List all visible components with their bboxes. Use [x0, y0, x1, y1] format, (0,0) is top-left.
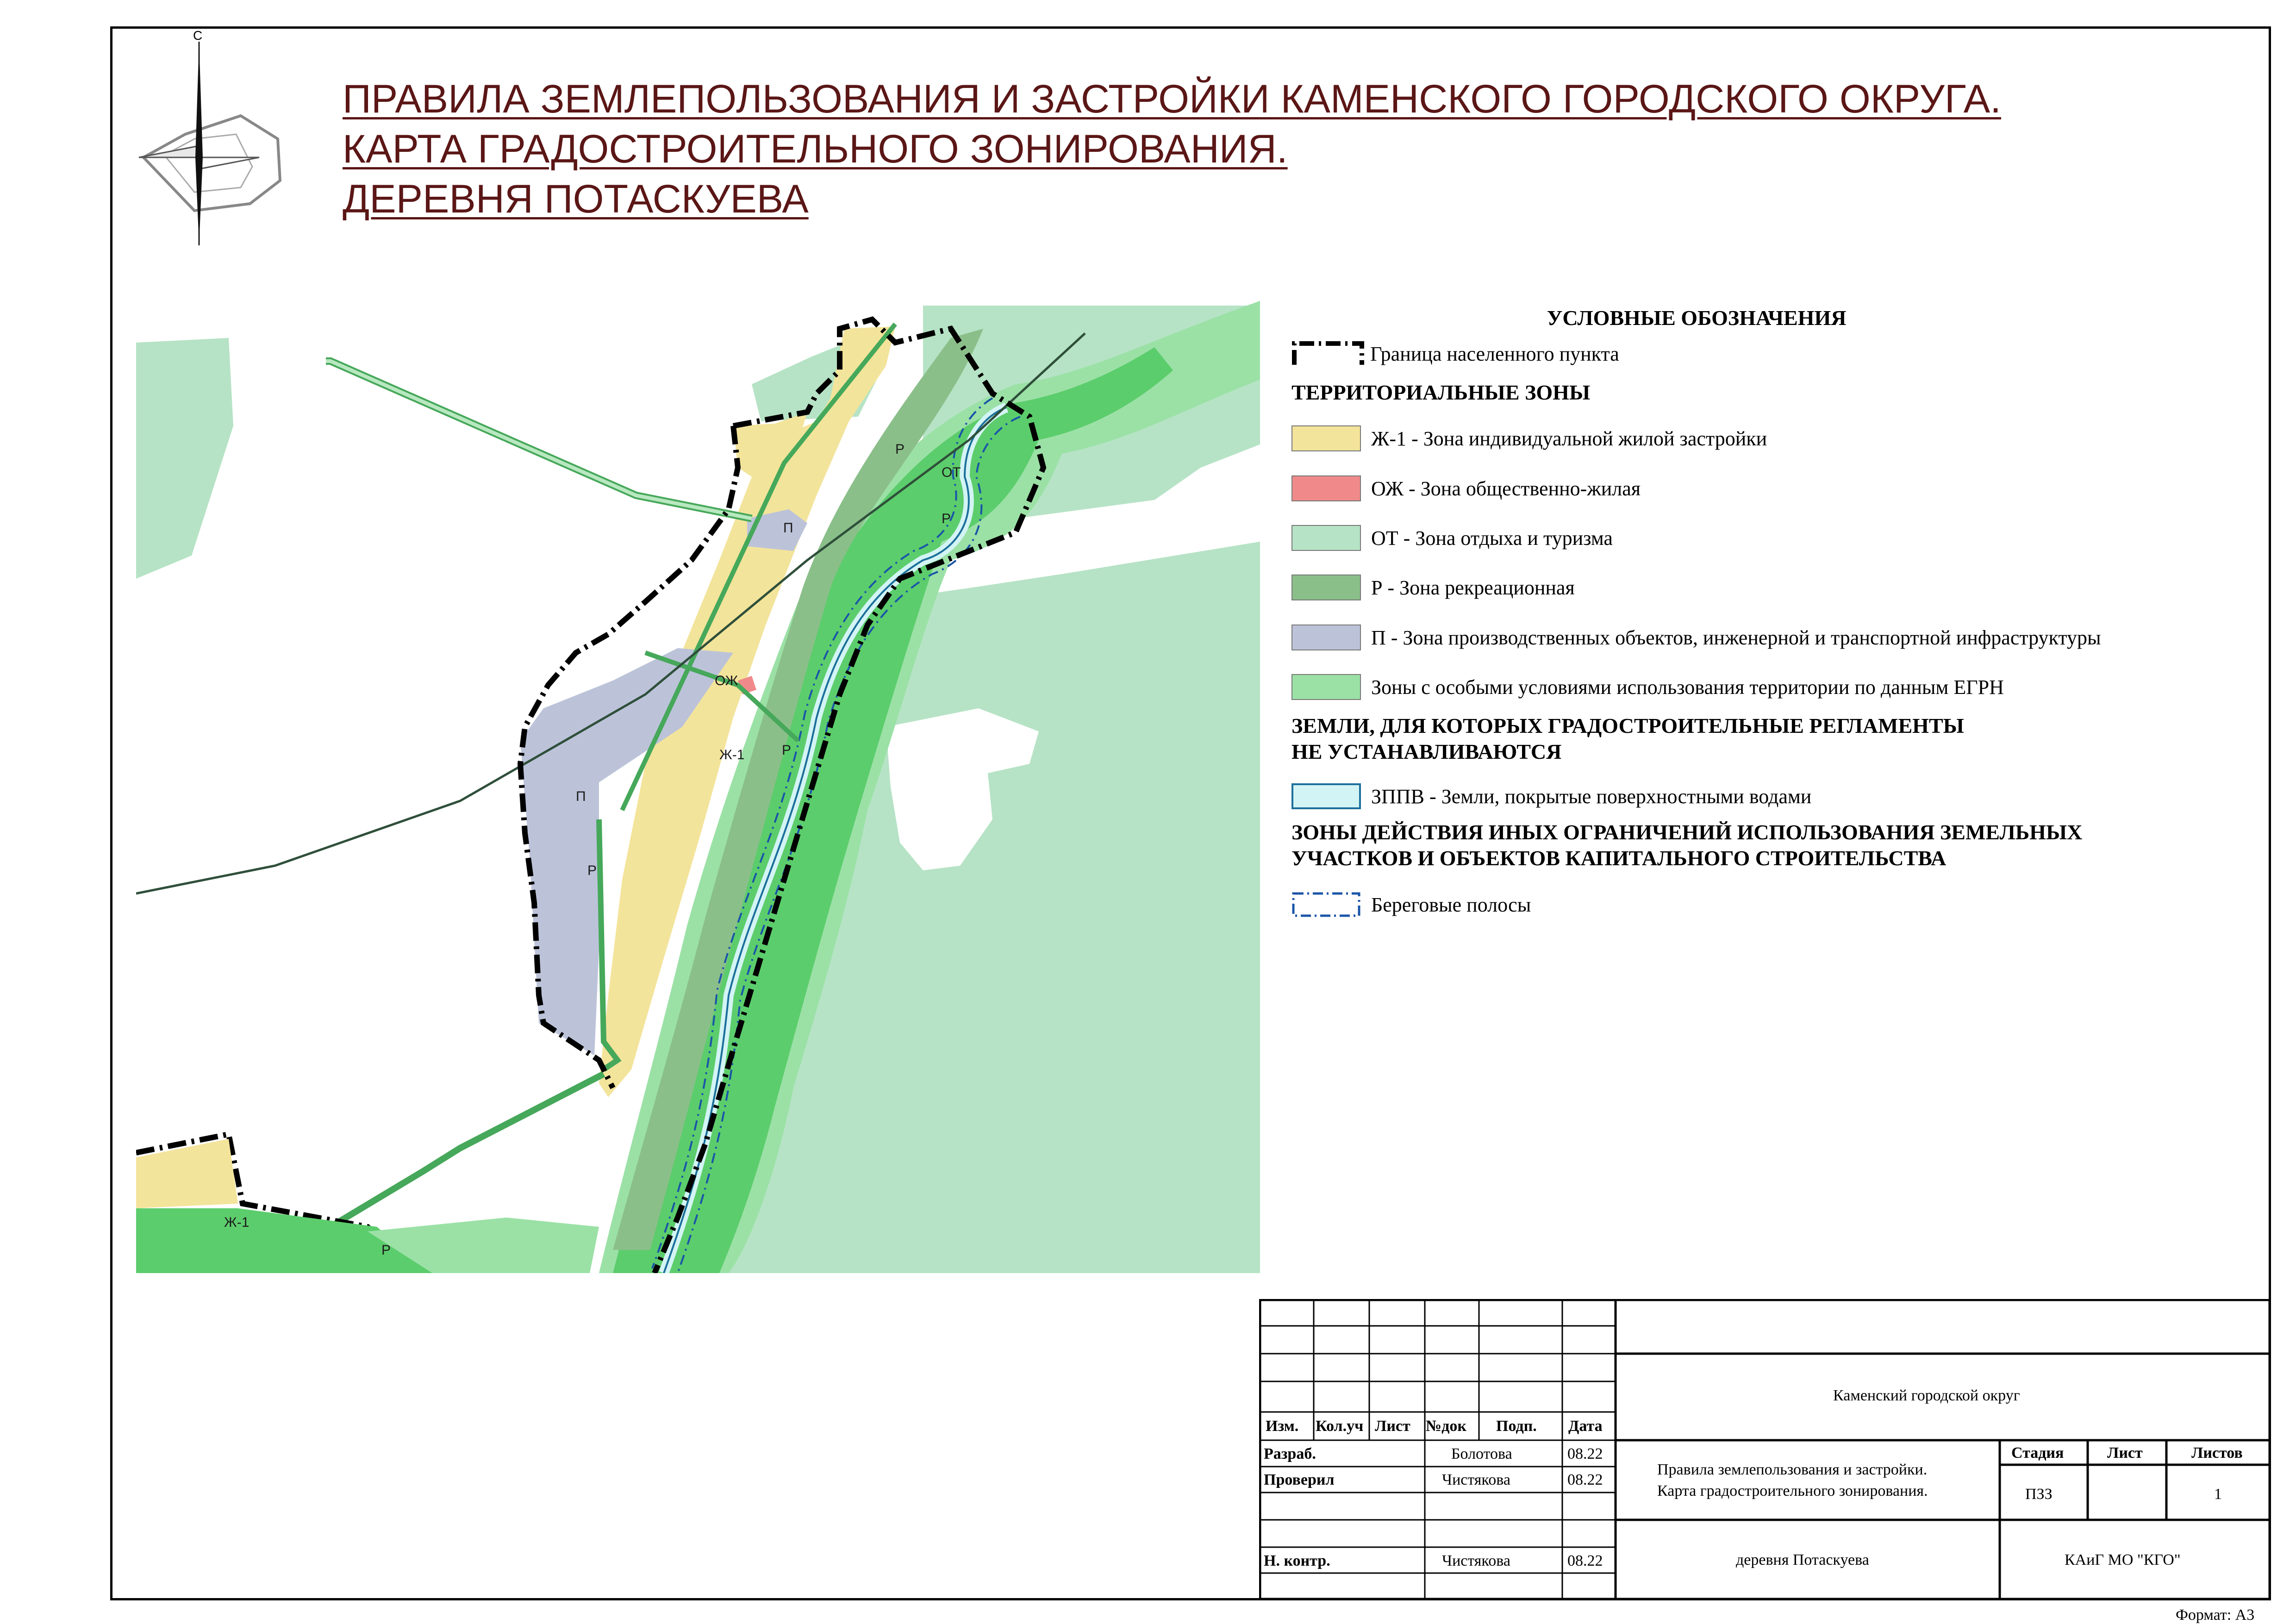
label-oj: ОЖ	[715, 673, 738, 688]
role-norm-control: Н. контр.	[1264, 1552, 1330, 1569]
col-data: Дата	[1568, 1418, 1603, 1435]
legend-lands-head-line: ЗЕМЛИ, ДЛЯ КОТОРЫХ ГРАДОСТРОИТЕЛЬНЫЕ РЕГЛАМЕНТЫ	[1292, 714, 1964, 737]
label-r-4: Р	[587, 863, 597, 878]
legend-item-label: ОТ - Зона отдыха и туризма	[1371, 526, 1613, 550]
name-norm-control: Чистякова	[1442, 1552, 1510, 1569]
date-norm-control: 08.22	[1567, 1552, 1603, 1569]
stamp-stage-header: Стадия	[2011, 1444, 2064, 1462]
stamp-stage: ПЗЗ	[2025, 1486, 2053, 1503]
legend-zones-head: ТЕРРИТОРИАЛЬНЫЕ ЗОНЫ	[1292, 381, 1591, 404]
legend-item-label: Береговые полосы	[1371, 893, 1531, 916]
legend-item-egrn	[1292, 672, 2004, 702]
stamp-sheets: 1	[2214, 1486, 2222, 1503]
swatch-ot	[1292, 525, 1361, 551]
label-ot: ОТ	[942, 465, 961, 480]
col-list: Лист	[1375, 1418, 1410, 1435]
shore-line-icon	[1292, 891, 1361, 918]
label-r-3: Р	[782, 743, 792, 758]
legend-item-label: П - Зона производственных объектов, инженерной и транспортной инфраструктуры	[1371, 626, 2101, 649]
swatch-p	[1292, 625, 1361, 650]
legend-boundary-label: Граница населенного пункта	[1370, 342, 1619, 365]
col-ndok: №док	[1426, 1418, 1466, 1435]
swatch-water	[1292, 783, 1361, 809]
legend-item-ot	[1292, 523, 1613, 553]
legend-lands-head-line: НЕ УСТАНАВЛИВАЮТСЯ	[1292, 740, 1562, 763]
col-kol: Кол.уч	[1316, 1418, 1364, 1435]
legend-boundary	[1292, 339, 1619, 369]
legend-item-shore	[1292, 890, 1531, 919]
stamp-doc-line-1: Правила землепользования и застройки.	[1657, 1461, 1928, 1478]
road-south	[331, 1074, 604, 1227]
stamp-sheets-header: Листов	[2191, 1444, 2243, 1462]
label-p-1: П	[783, 520, 793, 536]
title-line-2: КАРТА ГРАДОСТРОИТЕЛЬНОГО ЗОНИРОВАНИЯ.	[343, 127, 1288, 171]
legend-item-j1	[1292, 424, 1767, 453]
stamp-sheet-header: Лист	[2107, 1444, 2143, 1462]
legend-item-label: Р - Зона рекреационная	[1371, 576, 1575, 599]
date-checker: 08.22	[1567, 1471, 1603, 1488]
boundary-line-icon	[1292, 339, 1366, 369]
label-j1-b: Ж-1	[224, 1215, 250, 1230]
stamp-org: Каменский городской округ	[1833, 1387, 2020, 1404]
legend-item-p	[1292, 623, 2101, 652]
stamp-company: КАиГ МО "КГО"	[2065, 1551, 2181, 1568]
legend-restrict-head-line: ЗОНЫ ДЕЙСТВИЯ ИНЫХ ОГРАНИЧЕНИЙ ИСПОЛЬЗОВАНИЯ ЗЕМЕЛЬНЫХ	[1292, 820, 2083, 844]
label-r-5: Р	[381, 1243, 391, 1258]
title-block	[1259, 1299, 2271, 1600]
legend-item-label: ОЖ - Зона общественно-жилая	[1371, 477, 1641, 500]
name-checker: Чистякова	[1442, 1471, 1510, 1488]
zone-ot-west	[136, 338, 233, 579]
swatch-j1	[1292, 425, 1361, 451]
swatch-egrn	[1292, 674, 1361, 700]
swatch-oj	[1292, 475, 1361, 501]
legend-item-water	[1292, 781, 1811, 811]
label-p-2: П	[576, 789, 586, 804]
road-north	[326, 361, 752, 518]
legend-lands-head	[1292, 713, 1964, 765]
sheet-format: Формат: А3	[2176, 1606, 2255, 1624]
map-title	[343, 74, 2001, 224]
col-podp: Подп.	[1496, 1418, 1537, 1435]
legend-item-label: Ж-1 - Зона индивидуальной жилой застройки	[1371, 427, 1767, 450]
legend-restrict-head	[1292, 819, 2082, 871]
legend-title: УСЛОВНЫЕ ОБОЗНАЧЕНИЯ	[1547, 306, 1847, 330]
legend-item-oj	[1292, 474, 1641, 503]
label-j1-a: Ж-1	[719, 747, 745, 762]
label-r-1: Р	[895, 442, 905, 457]
legend-item-label: Зоны с особыми условиями использования территории по данным ЕГРН	[1371, 675, 2004, 699]
title-line-3: ДЕРЕВНЯ ПОТАСКУЕВА	[343, 177, 809, 221]
north-arrow-icon	[125, 28, 301, 250]
stamp-doc-line-2: Карта градостроительного зонирования.	[1657, 1482, 1928, 1499]
col-izm: Изм.	[1266, 1418, 1299, 1435]
compass-north-label: С	[193, 28, 203, 43]
role-checker: Проверил	[1264, 1471, 1335, 1488]
legend-item-r	[1292, 573, 1575, 602]
title-line-1: ПРАВИЛА ЗЕМЛЕПОЛЬЗОВАНИЯ И ЗАСТРОЙКИ КАМЕНСКОГО ГОРОДСКОГО ОКРУГА.	[343, 77, 2001, 121]
date-developer: 08.22	[1567, 1445, 1603, 1462]
label-r-2: Р	[942, 511, 951, 526]
legend-restrict-head-line: УЧАСТКОВ И ОБЪЕКТОВ КАПИТАЛЬНОГО СТРОИТЕЛЬСТВА	[1292, 846, 1947, 870]
legend-item-label: ЗППВ - Земли, покрытые поверхностными водами	[1371, 785, 1812, 808]
name-developer: Болотова	[1451, 1445, 1512, 1462]
stamp-place: деревня Потаскуева	[1736, 1551, 1869, 1568]
swatch-r	[1292, 575, 1361, 600]
zoning-map[interactable]	[136, 301, 1260, 1273]
role-developer: Разраб.	[1264, 1445, 1316, 1462]
